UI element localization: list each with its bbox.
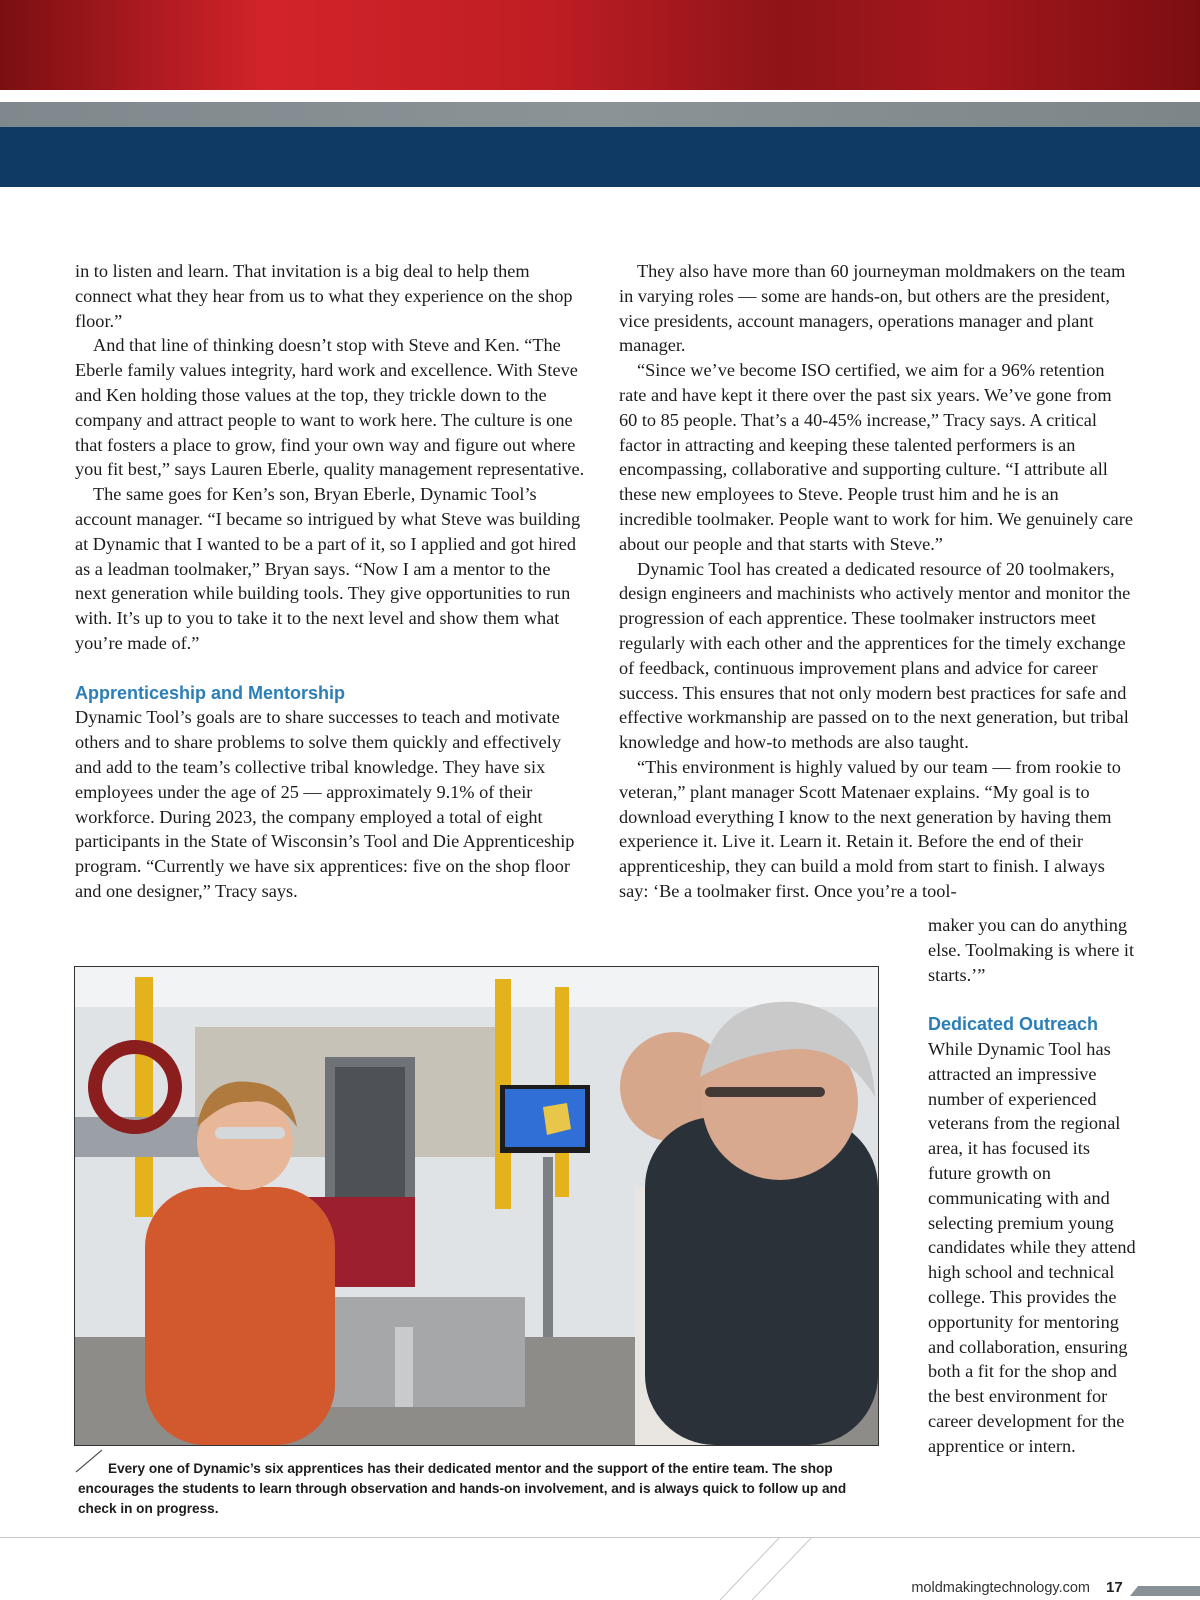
narrow-column [928, 913, 1138, 1459]
left-column [75, 259, 585, 904]
photo-caption [78, 1459, 878, 1519]
right-paragraph-5: While Dynamic Tool has attracted an impressive number of experienced veterans from the regional area, it has focused its future growth on communicating with and selecting premium young candidates while they attend high school and technical college. This provides the opportunity for mentoring and collaboration, ensuring both a fit for the shop and the best environment for career development for the apprentice or intern. [928, 1038, 1136, 1456]
header-gray-band [0, 102, 1200, 127]
right-column [619, 259, 1134, 904]
shop-floor-photo [74, 966, 879, 1446]
footer-rule [0, 1537, 1200, 1538]
right-paragraph-3: Dynamic Tool has created a dedicated resource of 20 toolmakers, design engineers and machinists who actively mentor and monitor the progression of each apprentice. These toolmaker instructors meet regularly with each other and the apprentices for the timely exchange of feedback, continuous improvement plans and advice for career success. This ensures that not only modern best practices for safe and effective workmanship are passed on to the next generation, but tribal knowledge and how-to methods are also taught. [619, 558, 1131, 753]
header-navy-band [0, 127, 1200, 187]
right-paragraph-4-continued: maker you can do anything else. Toolmaking is where it starts.’” [928, 915, 1135, 985]
section-gap [928, 987, 1138, 1012]
right-paragraph-4: “This environment is highly valued by our team — from rookie to veteran,” plant manager Scott Matenaer explains. “My goal is to download everything I know to the next generation by having them experience it. Live it. Learn it. Retain it. Before the end of their apprenticeship, they can build a mold from start to finish. I always say: ‘Be a toolmaker first. Once you’re a tool- [619, 756, 1121, 901]
left-paragraph-1: in to listen and learn. That invitation is a big deal to help them connect what they hear from us to what they experience on the shop floor.” [75, 261, 573, 331]
photo-caption-text: Every one of Dynamic’s six apprentices has their dedicated mentor and the support of the entire team. The shop encourages the students to learn through observation and hands-on involvement, and is always quick to follow up and check in on progress. [78, 1461, 847, 1516]
left-paragraph-4: Dynamic Tool’s goals are to share successes to teach and motivate others and to share problems to solve them quickly and effectively and add to the team’s collective tribal knowledge. They have six employees under the age of 25 — approximately 9.1% of their workforce. During 2023, the company employed a total of eight participants in the State of Wisconsin’s Tool and Die Apprenticeship program. “Currently we have six apprentices: five on the shop floor and one designer,” Tracy says. [75, 707, 575, 901]
subhead-apprenticeship: Apprenticeship and Mentorship [75, 682, 346, 703]
footer-website[interactable]: moldmakingtechnology.com [911, 1580, 1090, 1596]
header-white-stripe [0, 90, 1200, 102]
section-gap [75, 656, 585, 681]
right-paragraph-1: They also have more than 60 journeyman moldmakers on the team in varying roles — some are hands-on, but others are the president, vice presidents, account managers, operations manager and plant manager. [619, 261, 1126, 356]
left-paragraph-2: And that line of thinking doesn’t stop with Steve and Ken. “The Eberle family values integrity, hard work and excellence. With Steve and Ken holding those values at the top, they trickle down to the company and attract people to want to work here. The culture is one that fosters a place to grow, find your own way and figure out where you fit best,” says Lauren Eberle, quality management representative. [75, 335, 585, 480]
right-paragraph-2: “Since we’ve become ISO certified, we aim for a 96% retention rate and have kept it there over the past six years. We’ve gone from 60 to 85 people. That’s a 40-45% increase,” Tracy says. A critical factor in attracting and keeping these talented performers is an encompassing, collaborative and supporting culture. “I attribute all these new employees to Steve. People trust him and he is an incredible toolmaker. People want to work for him. We genuinely care about our people and that starts with Steve.” [619, 360, 1133, 554]
subhead-outreach: Dedicated Outreach [928, 1014, 1099, 1035]
photo-illustration [75, 967, 878, 1445]
left-paragraph-3: The same goes for Ken’s son, Bryan Eberle, Dynamic Tool’s account manager. “I became so intrigued by what Steve was building at Dynamic that I wanted to be a part of it, so I applied and got hired as a leadman toolmaker,” Bryan says. “Now I am a mentor to the next generation while building tools. They give opportunities to run with. It’s up to you to take it to the next level and show them what you’re made of.” [75, 484, 581, 653]
page-number: 17 [1106, 1579, 1123, 1596]
footer-chevron-decoration [700, 1537, 860, 1600]
header-red-band [0, 0, 1200, 90]
footer-tab-icon [1130, 1586, 1200, 1596]
